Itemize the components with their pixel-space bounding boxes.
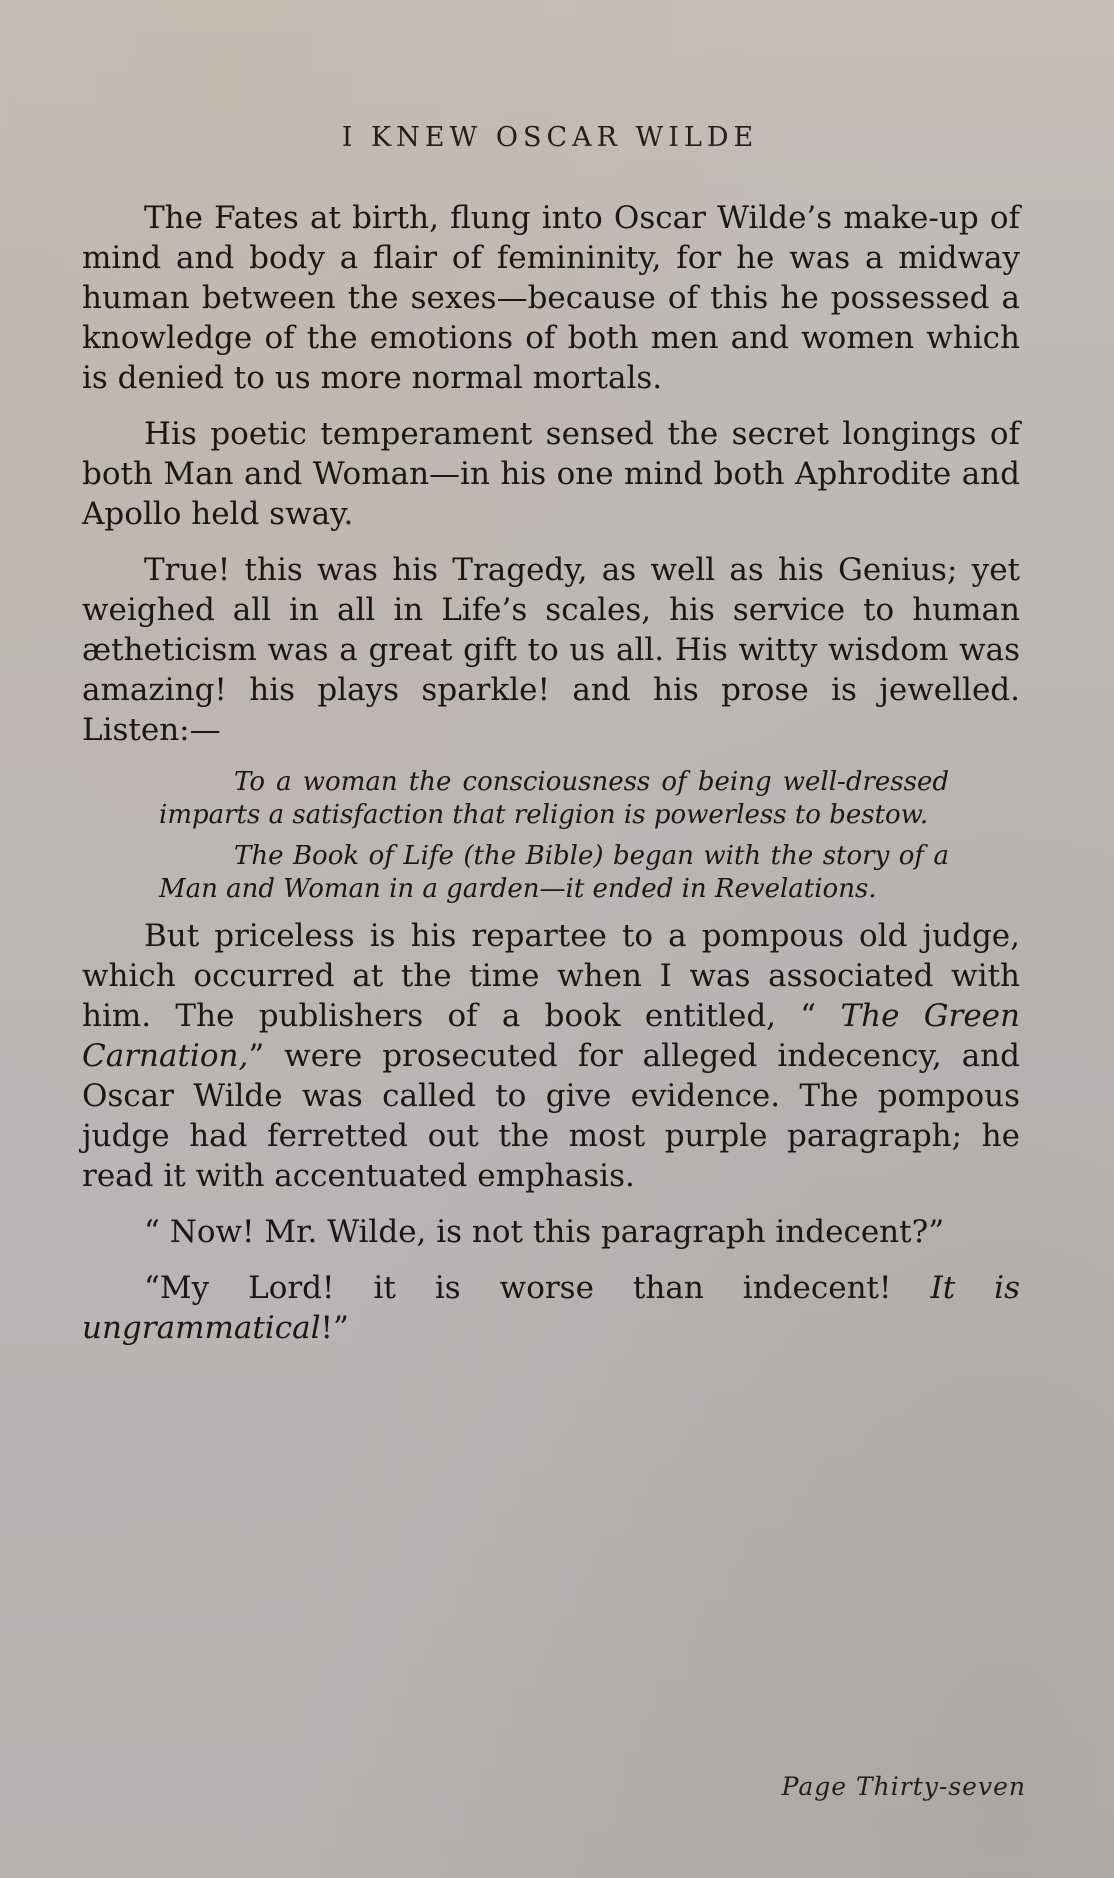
reply-italic-ungrammatical: It is ungrammatical [82, 1270, 1020, 1346]
page-number: Page Thirty-seven [781, 1772, 1026, 1801]
repartee-text-end: ” were prosecuted for alleged indecency, and Oscar Wilde was called to give evidence. The pompous judge had ferretted out the most purple paragraph; he read it with accentuated emphasis. [82, 1038, 1020, 1194]
reply-text-start: “My Lord! it is worse than indecent! [144, 1270, 931, 1306]
quotation-block [159, 766, 949, 906]
reply-text-end: !” [320, 1310, 349, 1346]
running-title: I KNEW OSCAR WILDE [341, 122, 759, 153]
paragraph-fates: The Fates at birth, flung into Oscar Wilde’s make-up of mind and body a flair of femininity, for he was a midway human between the sexes—because of this he possessed a knowledge of the emotions of both men and women which is denied to us more normal mortals. [82, 200, 1020, 396]
main-text [82, 198, 1020, 1364]
paragraph-tragedy: True! this was his Tragedy, as well as his Genius; yet weighed all in all in Life’s scales, his service to human ætheticism was a great gift to us all. His witty wisdom was amazing! his plays sparkle! and his prose is jewelled. Listen:— [82, 552, 1020, 748]
paragraph-repartee [82, 916, 1020, 1196]
paragraph-poetic-temperament: His poetic temperament sensed the secret longings of both Man and Woman—in his one mind both Aphrodite and Apollo held sway. [82, 416, 1020, 532]
paragraph-judge-question: “ Now! Mr. Wilde, is not this paragraph indecent?” [144, 1214, 945, 1250]
book-title-green-carnation: The Green Carnation, [82, 998, 1020, 1074]
repartee-text-start: But priceless is his repartee to a pompous old judge, which occurred at the time when I was associated with him. The publishers of a book entitled, “ [82, 918, 1020, 1034]
quote-well-dressed: To a woman the consciousness of being well-dressed imparts a satisfaction that religion is powerless to bestow. [159, 767, 949, 830]
quote-book-of-life: The Book of Life (the Bible) began with the story of a Man and Woman in a garden—it ended in Revelations. [159, 841, 949, 904]
paragraph-wilde-reply [82, 1268, 1020, 1348]
